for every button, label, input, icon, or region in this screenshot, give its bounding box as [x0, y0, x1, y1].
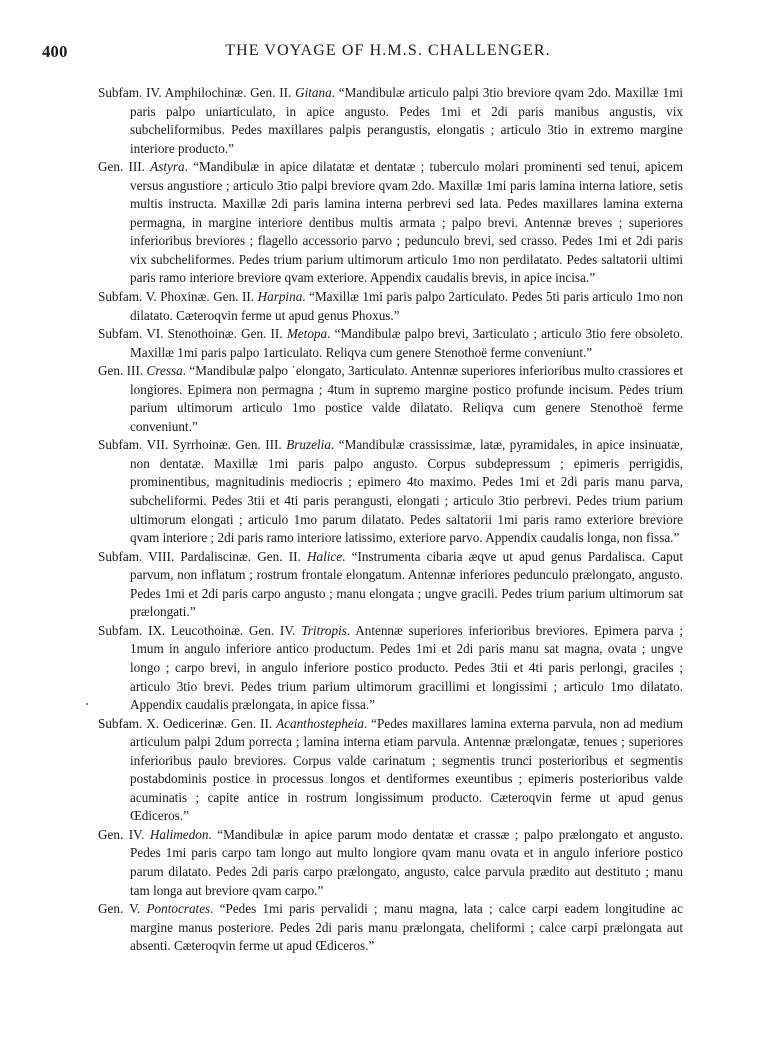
- paragraph-entry: Subfam. IX. Leucothoinæ. Gen. IV. Tritropis. Antennæ superiores inferioribus breviores. Epimera parva ; 1mum in angulo inferiore antico productum. Pedes 1mi et 2di paris manu sat magna, ovata ; ungve longo ; carpo brevi, in angulo inferiore postico producto. Pedes 3tii et 4ti paris perlongi, graciles ; articulo 3tio brevi. Pedes trium parium ultimorum gracillimi et longissimi ; articulo 1mo dilatato. Appendix caudalis prælongata, in apice fissa.”: [98, 622, 683, 713]
- paragraph-entry: Subfam. IV. Amphilochinæ. Gen. II. Gitana. “Mandibulæ articulo palpi 3tio breviore qvam 2do. Maxillæ 1mi paris palpo uniarticulato, in apice angusto. Pedes 1mi et 2di paris manibus angustis, vix subcheliformibus. Pedes maxillares palpis perangustis, elongatis ; articulo 3tio in extremo margine interiore producto.”: [98, 85, 683, 156]
- paragraph-entry: Subfam. VII. Syrrhoinæ. Gen. III. Bruzelia. “Mandibulæ crassissimæ, latæ, pyramidales, in apice insinuatæ, non dentatæ. Maxillæ 1mi paris palpo angusto. Corpus subdepressum ; epimeris perrigidis, prominentibus, magnitudinis mediocris ; epimero 4to maximo. Pedes 1mi et 2di paris manu parva, subcheliformi. Pedes 3tii et 4ti paris perangusti, elongati ; articulo 3tio perbrevi. Pedes trium parium ultimorum elongati ; articulo 1mo parum dilatato. Pedes saltatorii 1mi paris ramo exteriore breviore qvam interiore ; 2di paris ramo interiore latissimo, exteriore parvo. Appendix caudalis longa, non fissa.”: [98, 437, 683, 546]
- paragraph-entry: Subfam. V. Phoxinæ. Gen. II. Harpina. “Maxillæ 1mi paris palpo 2articulato. Pedes 5ti paris articulo 1mo non dilatato. Cæteroqvin ferme ut apud genus Phoxus.”: [98, 289, 684, 323]
- running-title: THE VOYAGE OF H.M.S. CHALLENGER.: [225, 42, 551, 59]
- paragraph-entry: Subfam. VI. Stenothoinæ. Gen. II. Metopa. “Mandibulæ palpo brevi, 3articulato ; articulo 3tio fere obsoleto. Maxillæ 1mi paris palpo 1articulato. Reliqva cum genere Stenothoë ferme conveniunt.”: [98, 326, 683, 360]
- paragraph-entry: Gen. III. Cressa. “Mandibulæ palpo ˙elongato, 3articulato. Antennæ superiores inferioribus multo crassiores et longiores. Epimera non permagna ; 4tum in supremo margine postico profunde incisum. Pedes trium parium ultimorum articulo 1mo postice valde dilatato. Reliqva cum genere Stenothoë ferme conveniunt.”: [98, 363, 683, 434]
- page-number: 400: [42, 42, 68, 61]
- body-text-block: [98, 84, 683, 956]
- paragraph-entry: Gen. III. Astyra. “Mandibulæ in apice dilatatæ et dentatæ ; tuberculo molari prominenti sed tenui, apicem versus angustiore ; articulo 3tio palpi breviore qvam 2do. Maxillæ 1mi paris lamina interna latiore, setis multis instructa. Maxillæ 2di paris lamina interna perbrevi sed lata. Pedes maxillares lamina externa permagna, in margine interiore dentibus multis armata ; palpo brevi. Antennæ breves ; superiores inferioribus breviores ; flagello accessorio parvo ; pedunculo brevi, sed crasso. Pedes 1mi et 2di paris vix subcheliformes. Pedes trium parium ultimorum articulo 1mo non perdilatato. Pedes saltatorii ultimi paris ramo interiore breviore qvam exteriore. Appendix caudalis brevis, in apice incisa.”: [98, 159, 683, 286]
- paragraph-entry: Subfam. X. Oedicerinæ. Gen. II. Acanthostepheia. “Pedes maxillares lamina externa parvula, non ad medium articulum palpi 2dum porrecta ; lamina interna etiam parvula. Antennæ prælongatæ, tenues ; superiores inferioribus paulo breviores. Corpus valde carinatum ; segmentis trunci posterioribus et segmentis postabdominis postice in processus longos et dentiformes exeuntibus ; epimeris posterioribus valde acuminatis ; capite antice in rostrum longissimum producto. Cæteroqvin ferme ut apud genus Œdiceros.”: [98, 715, 683, 824]
- paragraph-entry: Subfam. VIII. Pardaliscinæ. Gen. II. Halice. “Instrumenta cibaria æqve ut apud genus Pardalisca. Caput parvum, non inflatum ; rostrum frontale elongatum. Antennæ inferiores pedunculo prælongato, angusto. Pedes 1mi et 2di paris carpo angusto ; manu elongata ; ungve gracili. Pedes trium parium ultimorum sat prælongati.”: [98, 548, 683, 620]
- page-header: [0, 42, 776, 64]
- margin-speck: [86, 703, 88, 705]
- paragraph-entry: Gen. V. Pontocrates. “Pedes 1mi paris pervalidi ; manu magna, lata ; calce carpi eadem longitudine ac margine manus posteriore. Pedes 2di paris manu prælongata, cheliformi ; calce carpi prælongata aut absenti. Cæteroqvin ferme ut apud Œdiceros.”: [98, 901, 683, 954]
- paragraph-entry: Gen. IV. Halimedon. “Mandibulæ in apice parum modo dentatæ et crassæ ; palpo prælongato et angusto. Pedes 1mi paris carpo tam longo aut multo longiore qvam manu ovata et in angulo inferiore postico parum dilatato. Pedes 2di paris carpo prælongato, angusto, calce parvula prædito aut destituto ; manu tam longa aut breviore qvam carpo.”: [98, 826, 683, 898]
